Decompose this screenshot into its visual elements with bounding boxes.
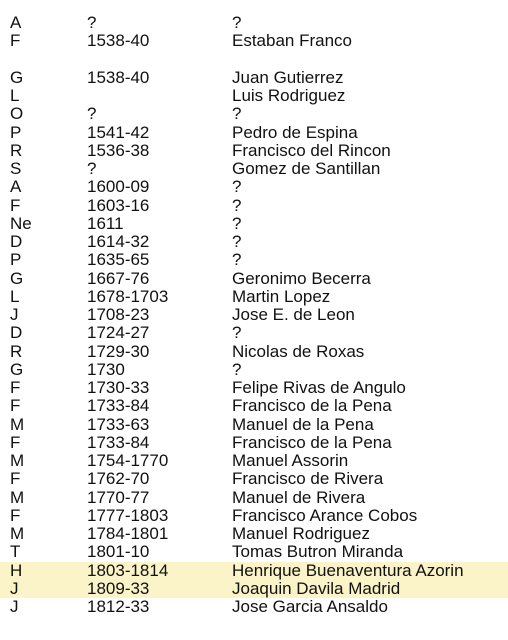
code-cell: R [10,140,23,160]
table-row [0,470,508,488]
name-cell: Luis Rodriguez [232,86,346,105]
name-cell: Manuel Rodriguez [232,524,370,543]
table-row [0,124,508,142]
code-cell: G [10,359,24,379]
code-cell: P [10,250,22,270]
table-row [0,598,508,616]
years-cell: 1770-77 [87,487,150,507]
years-cell: 1678-1703 [87,286,169,306]
years-cell: 1708-23 [87,305,150,324]
name-cell: Pedro de Espina [232,122,358,142]
code-cell: J [10,305,19,324]
years-cell: 1754-1770 [87,451,169,470]
table-row [0,397,508,415]
name-cell: Manuel Assorin [232,451,349,470]
code-cell: D [10,323,23,343]
code-cell: Ne [10,213,32,233]
name-cell: Estaban Franco [232,31,353,51]
years-cell: 1635-65 [87,250,150,270]
name-cell: Jose Garcia Ansaldo [232,597,388,616]
code-cell: F [10,195,21,215]
name-cell: Jose E. de Leon [232,305,355,324]
name-cell: ? [232,195,242,215]
years-cell: 1762-70 [87,469,150,489]
code-cell: M [10,451,25,470]
years-cell: 1803-1814 [87,560,169,580]
code-cell: F [10,432,21,452]
name-cell: ? [232,232,242,251]
table-row [0,178,508,196]
name-cell: ? [232,213,242,233]
table-row [0,142,508,160]
code-cell: G [10,268,24,288]
name-cell: Felipe Rivas de Angulo [232,378,406,397]
code-cell: R [10,341,23,361]
code-cell: M [10,524,25,543]
years-cell: 1730-33 [87,378,150,397]
name-cell: Nicolas de Roxas [232,341,365,361]
table-row [0,215,508,233]
code-cell: A [10,13,22,32]
name-cell: ? [232,323,242,343]
table-row [0,452,508,470]
table-row [0,434,508,452]
name-cell: Manuel de Rivera [232,487,366,507]
code-cell: D [10,232,23,251]
code-cell: T [10,542,21,562]
name-cell: Martin Lopez [232,286,331,306]
years-cell: 1801-10 [87,542,150,562]
table-row [0,306,508,324]
table-row [0,197,508,215]
code-cell: M [10,487,25,507]
code-cell: J [10,578,19,598]
assayer-table [0,14,508,616]
years-cell: 1784-1801 [87,524,169,543]
name-cell: Tomas Butron Miranda [232,542,404,562]
table-row [0,361,508,379]
table-row [0,32,508,50]
table-row [0,343,508,361]
table-row [0,580,508,598]
name-cell: Francisco de Rivera [232,469,384,489]
name-cell: ? [232,177,242,197]
years-cell: ? [87,159,97,178]
table-row [0,288,508,306]
table-row [0,489,508,507]
table-row [0,105,508,123]
code-cell: F [10,396,21,416]
years-cell: 1729-30 [87,341,150,361]
years-cell: 1614-32 [87,232,150,251]
code-cell: H [10,560,23,580]
years-cell: 1611 [87,213,124,233]
years-cell: 1733-84 [87,432,150,452]
spacer-row [0,51,508,69]
code-cell: M [10,414,25,434]
years-cell: 1541-42 [87,122,150,142]
name-cell: Geronimo Becerra [232,268,371,288]
name-cell: ? [232,13,242,32]
years-cell: 1600-09 [87,177,150,197]
years-cell: 1809-33 [87,578,150,598]
name-cell: Francisco de la Pena [232,432,392,452]
name-cell: Francisco Arance Cobos [232,505,418,525]
code-cell: P [10,122,22,142]
code-cell: L [10,86,20,105]
code-cell: J [10,597,19,616]
code-cell: F [10,31,21,51]
name-cell: ? [232,250,242,270]
code-cell: F [10,378,21,397]
years-cell: 1777-1803 [87,505,169,525]
years-cell: 1536-38 [87,140,150,160]
years-cell: 1733-63 [87,414,150,434]
table-row [0,251,508,269]
name-cell: Manuel de la Pena [232,414,374,434]
years-cell: 1603-16 [87,195,150,215]
years-cell: 1733-84 [87,396,150,416]
name-cell: ? [232,104,242,124]
years-cell: ? [87,13,97,32]
table-row [0,543,508,561]
code-cell: G [10,67,24,87]
name-cell: Henrique Buenaventura Azorin [232,560,464,580]
code-cell: L [10,286,20,306]
table-row [0,14,508,32]
years-cell: 1730 [87,359,125,379]
code-cell: S [10,159,22,178]
name-cell: Francisco del Rincon [232,140,391,160]
table-row [0,525,508,543]
table-row [0,270,508,288]
years-cell: 1812-33 [87,597,150,616]
name-cell: ? [232,359,242,379]
years-cell: ? [87,104,97,124]
table-row [0,562,508,580]
table-row [0,87,508,105]
code-cell: A [10,177,22,197]
years-cell: 1538-40 [87,67,150,87]
years-cell: 1724-27 [87,323,150,343]
table-row [0,379,508,397]
table-row [0,69,508,87]
name-cell: Francisco de la Pena [232,396,392,416]
name-cell: Gomez de Santillan [232,159,381,178]
name-cell: Joaquin Davila Madrid [232,578,401,598]
table-row [0,233,508,251]
years-cell: 1538-40 [87,31,150,51]
table-row [0,416,508,434]
code-cell: F [10,505,21,525]
years-cell: 1667-76 [87,268,150,288]
code-cell: O [10,104,24,124]
code-cell: F [10,469,21,489]
table-row [0,160,508,178]
table-row [0,324,508,342]
table-row [0,507,508,525]
name-cell: Juan Gutierrez [232,67,344,87]
